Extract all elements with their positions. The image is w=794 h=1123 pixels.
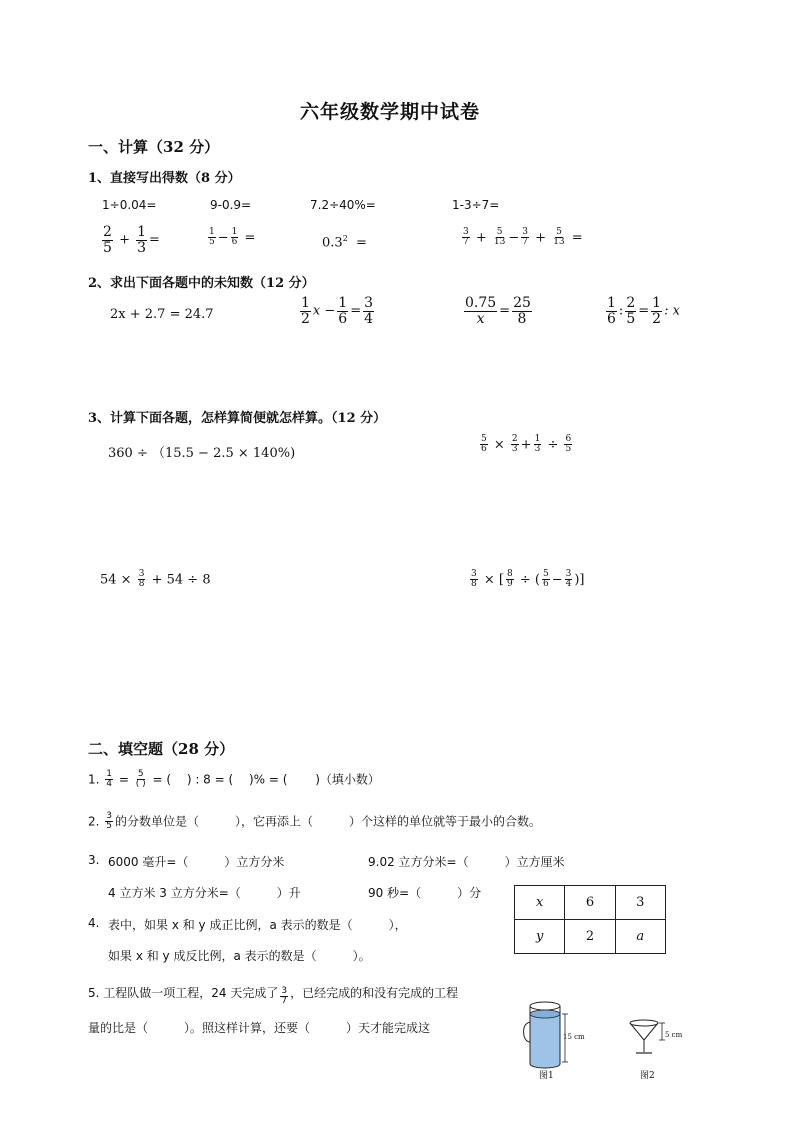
fill-q4-line2: 如果 x 和 y 成反比例，a 表示的数是（ ）。	[108, 949, 371, 963]
fill-q4-number: 4.	[88, 916, 100, 930]
fill-q3-d: 90 秒=（ ）分	[368, 886, 482, 900]
q1-heading: 1、直接写出得数（8 分）	[88, 171, 241, 186]
figure-2-label: 图2	[640, 1071, 655, 1081]
q1-item-4: 1-3÷7=	[452, 198, 500, 212]
q1-frac-expr-2: $\frac{1}{5}$ − $\frac{1}{6}$ =	[209, 227, 256, 248]
proportion-table	[514, 885, 666, 954]
q1-item-3: 7.2÷40%=	[310, 198, 376, 212]
q2-heading: 2、求出下面各题中的未知数（12 分）	[88, 276, 315, 291]
q2-equation-3: $\frac{0.75}{x}$ = $\frac{25}{8}$	[465, 295, 531, 327]
figure-2-dimension: 5 cm	[665, 1031, 683, 1039]
table-cell: 3	[615, 886, 665, 920]
table-row	[515, 886, 666, 920]
q3-heading: 3、计算下面各题，怎样算简便就怎样算。（12 分）	[88, 411, 387, 426]
section-2-heading: 二、填空题（28 分）	[88, 740, 235, 758]
page-title: 六年级数学期中试卷	[300, 101, 481, 123]
q3-problem-1: 360 ÷ （15.5 − 2.5 × 140%)	[108, 446, 296, 461]
q1-item-1: 1÷0.04=	[102, 198, 157, 212]
q3-problem-3: 54 × $\frac{3}{8}$ + 54 ÷ 8	[100, 569, 211, 590]
q1-item-2: 9-0.9=	[210, 198, 252, 212]
fill-q5-line2: 量的比是（ ）。照这样计算，还要（ ）天才能完成这	[88, 1021, 431, 1035]
table-row	[515, 920, 666, 954]
q1-power-expr: $0.3^2$ =	[322, 234, 367, 251]
fill-q5-line1: 5. 工程队做一项工程，24 天完成了 $\frac{3}{7}$ ，已经完成的和没有完成的工程	[88, 986, 459, 1007]
table-cell: x	[515, 886, 565, 920]
fill-q1: 1. $\frac{1}{4}$ = $\frac{5}{( )}$ = ( ) : 8 = ( )% = ( )（填小数）	[88, 769, 380, 790]
figure-1-dimension: 15 cm	[563, 1033, 585, 1041]
q2-equation-4: $\frac{1}{6}$ : $\frac{2}{5}$ = $\frac{1}{2}$ : x	[607, 295, 680, 327]
q1-frac-expr-1: $\frac{2}{5}$ + $\frac{1}{3}$ =	[103, 224, 160, 256]
q1-frac-expr-4: $\frac{3}{7}$ + $\frac{5}{13}$ − $\frac{3}{7}$ + $\frac{5}{13}$ =	[463, 227, 583, 248]
table-cell: y	[515, 920, 565, 954]
section-1-heading: 一、计算（32 分）	[88, 138, 220, 156]
fill-q2: 2. $\frac{3}{5}$ 的分数单位是（ ），它再添上（ ）个这样的单位就等于最小的合数。	[88, 811, 542, 832]
fill-q3-number: 3.	[88, 853, 100, 867]
q3-problem-4: $\frac{3}{8}$ × [ $\frac{8}{9}$ ÷ ( $\frac{5}{6}$ − $\frac{3}{4}$ )]	[471, 569, 585, 590]
q3-problem-2: $\frac{5}{6}$ × $\frac{2}{3}$ + $\frac{1}{3}$ ÷ $\frac{6}{5}$	[481, 434, 572, 455]
fill-q3-a: 6000 毫升=（ ）立方分米	[108, 855, 285, 869]
fill-q3-c: 4 立方米 3 立方分米=（ ）升	[108, 886, 301, 900]
fill-q3-b: 9.02 立方分米=（ ）立方厘米	[368, 855, 565, 869]
table-cell: 2	[565, 920, 615, 954]
q2-equation-1: 2x + 2.7 = 24.7	[110, 307, 214, 322]
figure-2-cone-glass	[626, 1018, 672, 1060]
table-cell: 6	[565, 886, 615, 920]
fill-q4-line1: 表中，如果 x 和 y 成正比例，a 表示的数是（ ），	[108, 918, 407, 932]
q2-equation-2: $\frac{1}{2}$ x − $\frac{1}{6}$ = $\frac{3}{4}$	[301, 295, 374, 327]
table-cell: a	[615, 920, 665, 954]
figure-1-label: 图1	[539, 1071, 554, 1081]
